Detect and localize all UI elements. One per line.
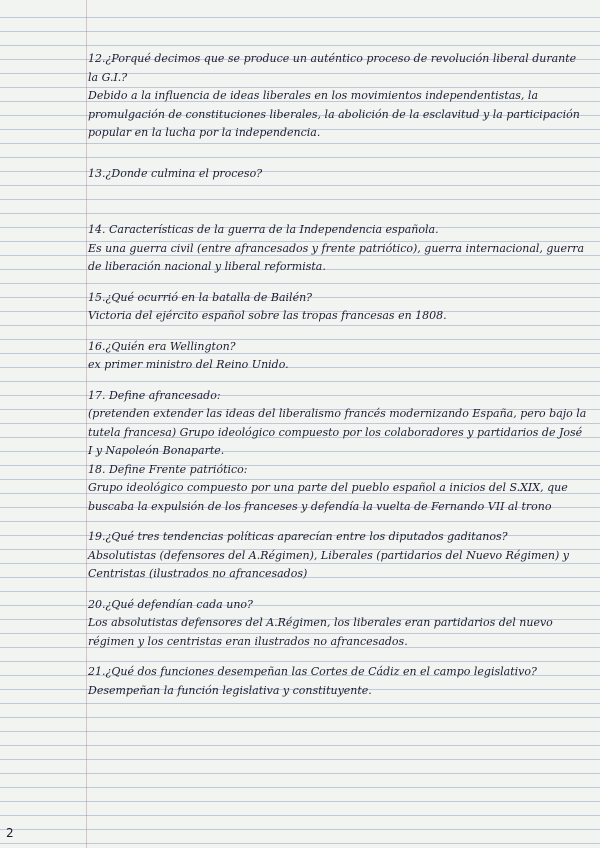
question-answer: (pretenden extender las ideas del liberalismo francés modernizando España, pero bajo la tutela francesa) Grupo ideológico compuesto por los colaboradores y partidarios de José I y Napoleón Bonaparte. [88, 407, 587, 457]
spacer [88, 516, 588, 528]
question-15 [88, 289, 588, 326]
question-title: 15.¿Qué ocurrió en la batalla de Bailén? [88, 290, 313, 304]
spacer [88, 584, 588, 596]
spacer [88, 277, 588, 289]
question-answer: Desempeñan la función legislativa y constituyente. [88, 683, 372, 697]
question-title: 13.¿Donde culmina el proceso? [88, 166, 263, 180]
question-20 [88, 596, 588, 652]
question-13 [88, 165, 588, 184]
question-list [88, 50, 588, 700]
question-title: 17. Define afrancesado: [88, 388, 221, 402]
page-number: 2 [6, 826, 14, 840]
question-title: 20.¿Qué defendían cada uno? [88, 597, 253, 611]
spacer [88, 183, 588, 221]
spacer [88, 651, 588, 663]
question-answer: Es una guerra civil (entre afrancesados y frente patriótico), guerra internacional, guerra de liberación nacional y liberal reformista. [88, 241, 585, 273]
question-19 [88, 528, 588, 584]
spacer [88, 143, 588, 165]
question-title: 18. Define Frente patriótico: [88, 462, 248, 476]
question-21 [88, 663, 588, 700]
question-answer: Victoria del ejército español sobre las tropas francesas en 1808. [88, 309, 447, 322]
question-title: 19.¿Qué tres tendencias políticas aparecían entre los diputados gaditanos? [88, 530, 508, 543]
question-answer: Los absolutistas defensores del A.Régimen, los liberales eran partidarios del nuevo régimen y los centristas eran ilustrados no afrancesados. [88, 616, 553, 648]
question-answer: Debido a la influencia de ideas liberales en los movimientos independentistas, la promulgación de constituciones liberales, la abolición de la esclavitud y la participación popular en la lucha por la independencia. [88, 89, 580, 139]
question-answer: ex primer ministro del Reino Unido. [88, 358, 289, 371]
question-14 [88, 221, 588, 277]
question-title: 21.¿Qué dos funciones desempeñan las Cortes de Cádiz en el campo legislativo? [88, 665, 537, 678]
question-answer: Grupo ideológico compuesto por una parte del pueblo español a inicios del S.XIX, que buscaba la expulsión de los franceses y defendía la vuelta de Fernando VII al trono [88, 481, 568, 513]
question-title: 16.¿Quién era Wellington? [88, 339, 236, 353]
question-title: 14. Características de la guerra de la Independencia española. [88, 223, 439, 236]
question-12 [88, 50, 588, 143]
question-18 [88, 461, 588, 517]
question-17 [88, 387, 588, 461]
spacer [88, 375, 588, 387]
question-16 [88, 338, 588, 375]
question-title: 12.¿Porqué decimos que se produce un auténtico proceso de revolución liberal durante la G.I.? [88, 52, 577, 84]
spacer [88, 326, 588, 338]
margin-line [86, 0, 87, 848]
question-answer: Absolutistas (defensores del A.Régimen), Liberales (partidarios del Nuevo Régimen) y Centristas (ilustrados no afrancesados) [88, 548, 569, 580]
